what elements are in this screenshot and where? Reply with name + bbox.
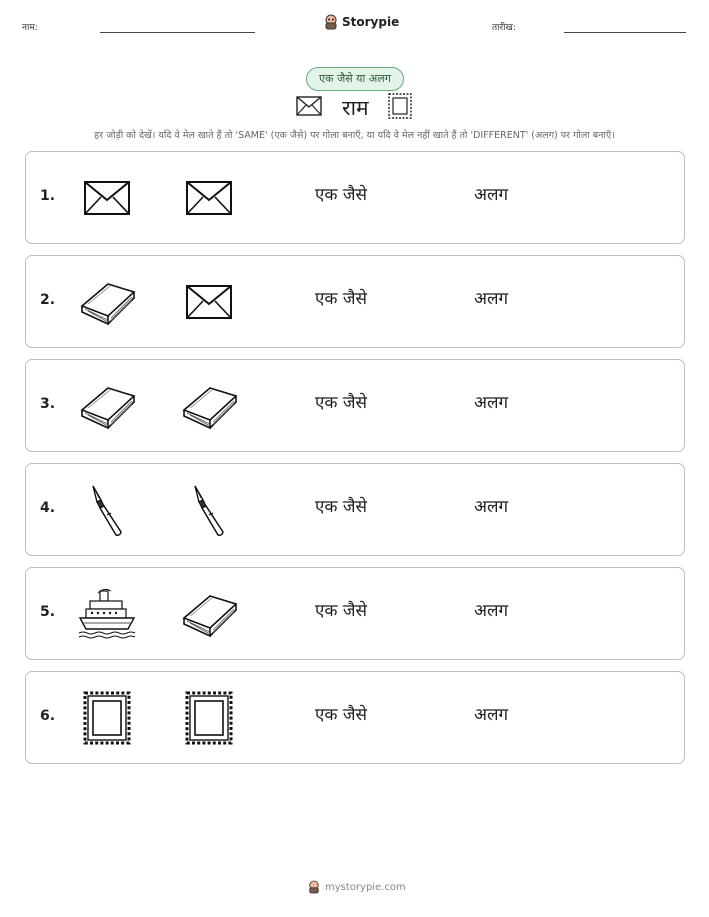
envelope-icon (180, 172, 238, 224)
footer (308, 880, 406, 894)
instructions: हर जोड़ी को देखें। यदि वे मेल खाते हैं तो 'SAME' (एक जैसे) पर गोला बनाएँ, या यदि वे मेल नहीं खाते हैं तो 'DIFFERENT' (अलग) पर गोला बनाएँ। (94, 130, 615, 141)
ship-icon (78, 588, 136, 640)
question-row (25, 151, 685, 244)
question-row (25, 567, 685, 660)
different-option[interactable]: अलग (474, 601, 509, 621)
same-option[interactable]: एक जैसे (315, 393, 367, 413)
brand-logo (324, 14, 399, 30)
question-number: 6. (40, 708, 56, 724)
storypie-mascot-icon (308, 880, 320, 894)
question-number: 3. (40, 396, 56, 412)
brand-name: Storypie (342, 15, 400, 29)
different-option[interactable]: अलग (474, 705, 509, 725)
same-option[interactable]: एक जैसे (315, 601, 367, 621)
storypie-mascot-icon (324, 14, 338, 30)
stamp-icon (78, 692, 136, 744)
pen-icon (180, 484, 238, 536)
same-option[interactable]: एक जैसे (315, 289, 367, 309)
different-option[interactable]: अलग (474, 289, 509, 309)
question-number: 1. (40, 188, 56, 204)
question-row (25, 463, 685, 556)
date-label: तारीख: (492, 23, 516, 33)
question-number: 2. (40, 292, 56, 308)
footer-site: mystorypie.com (325, 881, 406, 893)
pen-icon (78, 484, 136, 536)
book-icon (180, 588, 238, 640)
same-option[interactable]: एक जैसे (315, 705, 367, 725)
book-icon (78, 276, 136, 328)
question-row (25, 359, 685, 452)
worksheet-title: एक जैसे या अलग (306, 67, 404, 91)
name-label: नाम: (22, 23, 38, 33)
different-option[interactable]: अलग (474, 393, 509, 413)
name-line (100, 32, 255, 33)
question-row (25, 255, 685, 348)
envelope-icon (180, 276, 238, 328)
same-option[interactable]: एक जैसे (315, 497, 367, 517)
question-number: 4. (40, 500, 56, 516)
same-option[interactable]: एक जैसे (315, 185, 367, 205)
different-option[interactable]: अलग (474, 185, 509, 205)
example-word: राम (342, 96, 369, 120)
stamp-icon (180, 692, 238, 744)
date-line (564, 32, 686, 33)
book-icon (180, 380, 238, 432)
book-icon (78, 380, 136, 432)
stamp-icon (387, 92, 413, 124)
example-row (296, 92, 413, 124)
question-row (25, 671, 685, 764)
different-option[interactable]: अलग (474, 497, 509, 517)
question-number: 5. (40, 604, 56, 620)
envelope-icon (296, 96, 322, 120)
envelope-icon (78, 172, 136, 224)
